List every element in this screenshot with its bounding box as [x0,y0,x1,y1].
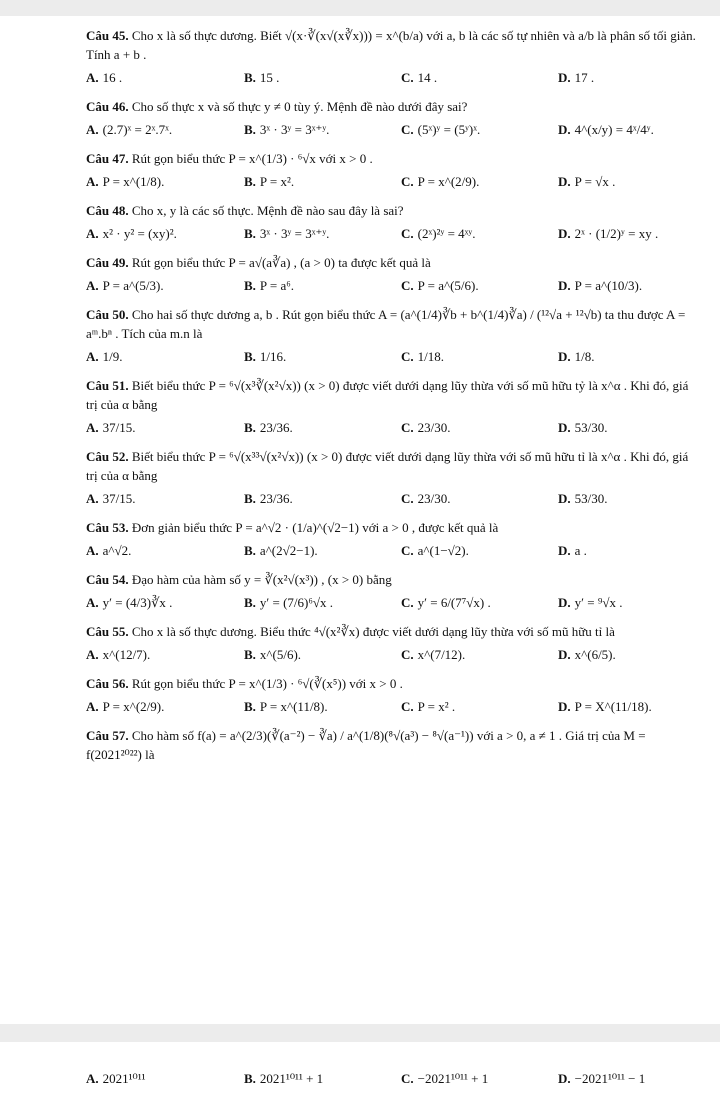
question-46 [86,97,698,116]
option-a[interactable]: A. 37/15. [86,491,136,506]
options-52 [86,486,698,512]
option-a[interactable]: A. P = x^(2/9). [86,699,165,714]
question-label: Câu 53. [86,520,129,535]
option-b[interactable]: B. 15 . [244,70,280,85]
question-50 [86,305,698,343]
option-a[interactable]: A. P = x^(1/8). [86,174,165,189]
question-text: Cho hai số thực dương a, b . Rút gọn biểu thức A = (a^(1/4)∛b + b^(1/4)∛a) / (¹²√a + ¹²√b) ta thu được A = aᵐ.bⁿ . Tích của m.n là [86,307,686,341]
option-b[interactable]: B. P = x². [244,174,295,189]
question-text: Cho số thực x và số thực y ≠ 0 tùy ý. Mệnh đề nào dưới đây sai? [131,99,468,114]
options-45 [86,65,698,91]
options-50 [86,344,698,370]
option-a[interactable]: A. 16 . [86,70,123,85]
question-label: Câu 48. [86,203,129,218]
option-b[interactable]: B. P = a⁶. [244,278,295,293]
option-a[interactable]: A. 1/9. [86,349,123,364]
question-label: Câu 55. [86,624,129,639]
option-a[interactable]: A. a^√2. [86,543,132,558]
option-d[interactable]: D. 1/8. [558,349,595,364]
option-a[interactable]: A. y′ = (4/3)∛x . [86,595,173,610]
option-c[interactable]: C. 14 . [401,70,438,85]
option-c[interactable]: C. (5ˣ)ʸ = (5ʸ)ˣ. [401,122,481,137]
option-b[interactable]: B. 1/16. [244,349,287,364]
option-b[interactable]: B. 23/36. [244,420,293,435]
option-b[interactable]: B. 23/36. [244,491,293,506]
options-53 [86,538,698,564]
option-d[interactable]: D. 2ˣ · (1/2)ʸ = xy . [558,226,659,241]
question-label: Câu 46. [86,99,129,114]
option-d[interactable]: D. −2021¹⁰¹¹ − 1 [558,1071,646,1086]
options-49 [86,273,698,299]
question-48 [86,201,698,220]
question-label: Câu 45. [86,28,129,43]
option-c[interactable]: C. 23/30. [401,420,451,435]
option-d[interactable]: D. a . [558,543,587,558]
option-d[interactable]: D. x^(6/5). [558,647,616,662]
option-b[interactable]: B. y′ = (7/6)⁶√x . [244,595,334,610]
options-47 [86,169,698,195]
option-a[interactable]: A. P = a^(5/3). [86,278,164,293]
option-c[interactable]: C. P = x² . [401,699,456,714]
question-text: Cho x, y là các số thực. Mệnh đề nào sau đây là sai? [131,203,404,218]
option-c[interactable]: C. y′ = 6/(7⁷√x) . [401,595,491,610]
option-d[interactable]: D. P = √x . [558,174,616,189]
option-d[interactable]: D. y′ = ⁹√x . [558,595,623,610]
question-53 [86,518,698,537]
question-list [86,20,698,764]
question-51 [86,376,698,414]
question-label: Câu 49. [86,255,129,270]
question-text: Đạo hàm của hàm số y = ∛(x²√(x³)) , (x > 0) bằng [131,572,392,587]
option-c[interactable]: C. P = a^(5/6). [401,278,479,293]
question-54 [86,570,698,589]
options-51 [86,415,698,441]
option-a[interactable]: A. x² · y² = (xy)². [86,226,177,241]
question-label: Câu 57. [86,728,129,743]
option-b[interactable]: B. 3ˣ · 3ʸ = 3ˣ⁺ʸ. [244,226,330,241]
question-label: Câu 51. [86,378,129,393]
option-c[interactable]: C. −2021¹⁰¹¹ + 1 [401,1071,489,1086]
option-b[interactable]: B. a^(2√2−1). [244,543,318,558]
question-label: Câu 47. [86,151,129,166]
question-52 [86,447,698,485]
options-48 [86,221,698,247]
option-b[interactable]: B. 2021¹⁰¹¹ + 1 [244,1071,324,1086]
question-text: Biết biểu thức P = ⁶√(x³∛(x²√x)) (x > 0) được viết dưới dạng lũy thừa với số mũ hữu tỷ là x^α . Khi đó, giá trị của α bằng [86,378,689,412]
question-text: Đơn giản biểu thức P = a^√2 · (1/a)^(√2−1) với a > 0 , được kết quả là [131,520,499,535]
option-d[interactable]: D. 53/30. [558,420,608,435]
question-label: Câu 56. [86,676,129,691]
options-55 [86,642,698,668]
question-45 [86,26,698,64]
page-break-band [0,1024,720,1042]
option-b[interactable]: B. x^(5/6). [244,647,302,662]
question-text: Rút gọn biểu thức P = x^(1/3) · ⁶√(∛(x⁵)) với x > 0 . [131,676,403,691]
question-47 [86,149,698,168]
option-c[interactable]: C. a^(1−√2). [401,543,469,558]
question-label: Câu 50. [86,307,129,322]
question-text: Rút gọn biểu thức P = a√(a∛a) , (a > 0) ta được kết quả là [131,255,431,270]
option-b[interactable]: B. P = x^(11/8). [244,699,328,714]
option-a[interactable]: A. (2.7)ˣ = 2ˣ.7ˣ. [86,122,173,137]
question-label: Câu 52. [86,449,129,464]
options-54 [86,590,698,616]
options-57 [86,1066,698,1092]
question-56 [86,674,698,693]
question-text: Cho hàm số f(a) = a^(2/3)(∛(a⁻²) − ∛a) / a^(1/8)(⁸√(a³) − ⁸√(a⁻¹)) với a > 0, a ≠ 1 . Giá trị của M = f(2021²⁰²²) là [86,728,646,762]
options-56 [86,694,698,720]
option-c[interactable]: C. P = x^(2/9). [401,174,480,189]
top-gray-band [0,0,720,16]
option-c[interactable]: C. 1/18. [401,349,445,364]
option-a[interactable]: A. x^(12/7). [86,647,151,662]
option-a[interactable]: A. 2021¹⁰¹¹ [86,1071,146,1086]
option-c[interactable]: C. x^(7/12). [401,647,466,662]
question-57 [86,726,698,764]
question-text: Biết biểu thức P = ⁶√(x³³√(x²√x)) (x > 0) được viết dưới dạng lũy thừa với số mũ hữu tỉ là x^α . Khi đó, giá trị của α bằng [86,449,689,483]
question-49 [86,253,698,272]
option-c[interactable]: C. (2ˣ)²ʸ = 4ˣʸ. [401,226,476,241]
question-55 [86,622,698,641]
option-d[interactable]: D. 4^(x/y) = 4ˣ/4ʸ. [558,122,654,137]
option-d[interactable]: D. 17 . [558,70,595,85]
question-text: Cho x là số thực dương. Biết √(x·∛(x√(x∛x))) = x^(b/a) với a, b là các số tự nhiên và a/b là phân số tối giản. Tính a + b . [86,28,696,62]
question-text: Rút gọn biểu thức P = x^(1/3) · ⁶√x với x > 0 . [131,151,373,166]
question-text: Cho x là số thực dương. Biểu thức ⁴√(x²∛x) được viết dưới dạng lũy thừa với số mũ hữu tỉ là [131,624,615,639]
option-b[interactable]: B. 3ˣ · 3ʸ = 3ˣ⁺ʸ. [244,122,330,137]
option-a[interactable]: A. 37/15. [86,420,136,435]
options-46 [86,117,698,143]
option-c[interactable]: C. 23/30. [401,491,451,506]
option-d[interactable]: D. P = a^(10/3). [558,278,643,293]
question-label: Câu 54. [86,572,129,587]
option-d[interactable]: D. 53/30. [558,491,608,506]
option-d[interactable]: D. P = X^(11/18). [558,699,652,714]
